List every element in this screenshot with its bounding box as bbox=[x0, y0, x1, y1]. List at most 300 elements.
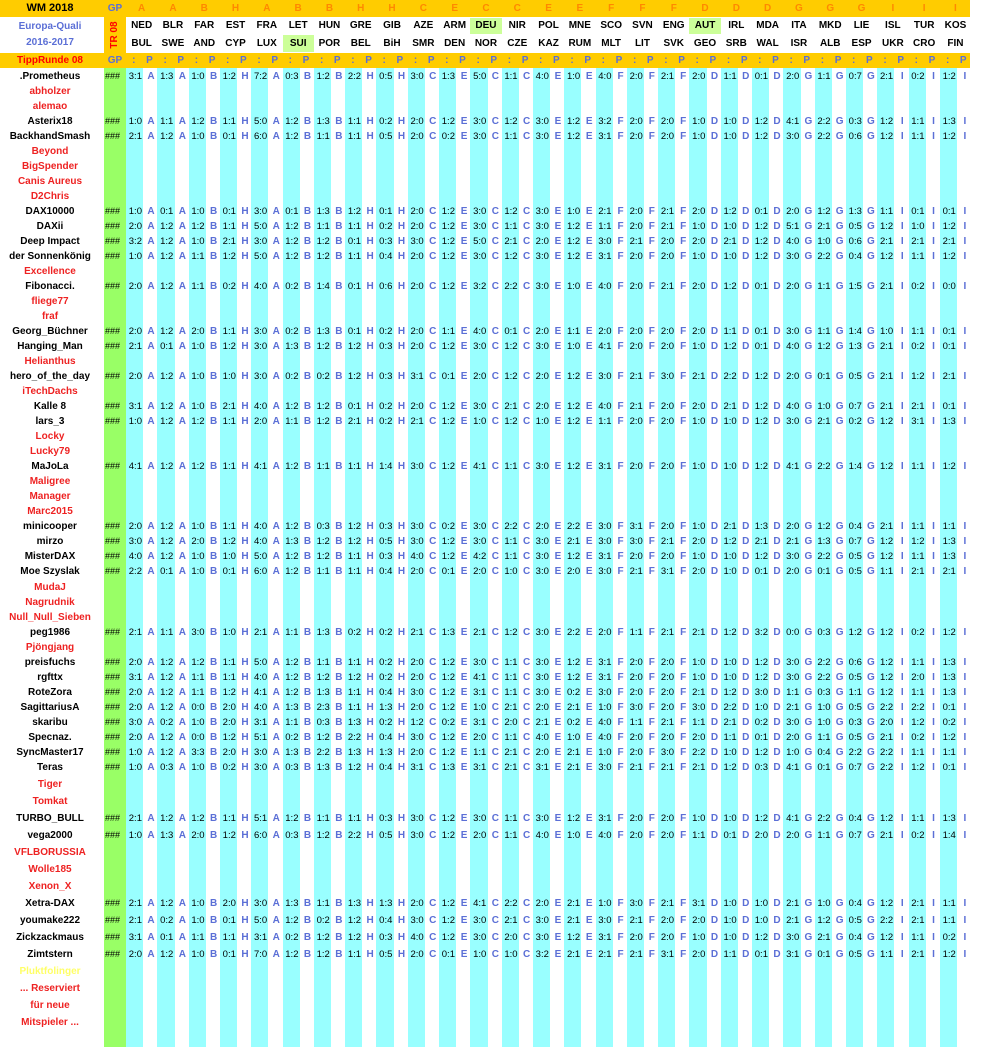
participant-name[interactable]: SagittariusA bbox=[20, 701, 80, 713]
tip-score: 1:1 bbox=[692, 830, 706, 841]
tip-score: 1:2 bbox=[441, 746, 455, 758]
tip-score: 1:1 bbox=[222, 416, 236, 428]
tip-score: 1:2 bbox=[723, 761, 737, 773]
participant-name[interactable]: minicooper bbox=[23, 521, 77, 533]
group-marker: B bbox=[303, 686, 312, 698]
participant-name[interactable]: rgfttx bbox=[37, 671, 63, 683]
participant-name[interactable]: .Prometheus bbox=[19, 70, 81, 82]
participant-name[interactable]: Pjöngjang bbox=[25, 641, 75, 653]
points-label: P bbox=[646, 55, 654, 66]
group-marker: B bbox=[210, 250, 218, 262]
group-marker: F bbox=[617, 205, 624, 217]
group-marker: G bbox=[867, 932, 875, 943]
tip-score: 1:0 bbox=[723, 461, 737, 473]
tip-score: 1:4 bbox=[848, 461, 862, 473]
participant-name[interactable]: Wolle185 bbox=[28, 864, 72, 875]
participant-name[interactable]: iTechDachs bbox=[22, 386, 78, 398]
group-marker: D bbox=[773, 746, 781, 758]
tip-score: 5:0 bbox=[253, 656, 268, 668]
tip-score: 2:0 bbox=[535, 521, 549, 533]
tip-score: 1:2 bbox=[754, 416, 768, 428]
group-marker: E bbox=[460, 70, 468, 82]
tip-score: 2:0 bbox=[504, 716, 518, 728]
tip-score: 4:0 bbox=[598, 280, 612, 292]
tip-score: 1:1 bbox=[942, 746, 956, 758]
participant-name[interactable]: Xetra-DAX bbox=[25, 898, 75, 909]
group-letter: H bbox=[388, 3, 396, 14]
tip-score: 1:2 bbox=[441, 813, 455, 824]
group-marker: F bbox=[680, 566, 687, 578]
tip-score: 3:3 bbox=[191, 746, 205, 758]
group-marker: H bbox=[241, 326, 249, 337]
tip-score: 7:2 bbox=[253, 70, 268, 82]
group-marker: A bbox=[147, 731, 155, 743]
group-letter: D bbox=[701, 3, 709, 14]
tip-score: 1:2 bbox=[817, 915, 831, 926]
tip-score: 1:2 bbox=[285, 130, 299, 142]
group-marker: E bbox=[460, 371, 468, 383]
tip-score: 1:3 bbox=[285, 701, 299, 713]
participant-name[interactable]: Asterix18 bbox=[27, 115, 73, 127]
group-marker: H bbox=[366, 280, 374, 292]
participant-name[interactable]: Kalle 8 bbox=[33, 401, 67, 413]
group-marker: H bbox=[241, 521, 249, 533]
group-marker: I bbox=[963, 521, 967, 533]
tip-score: 2:1 bbox=[629, 761, 643, 773]
group-marker: H bbox=[397, 205, 406, 217]
team-away: SWE bbox=[161, 38, 185, 49]
points-label: P bbox=[333, 55, 341, 66]
participant-name[interactable]: Locky bbox=[35, 431, 65, 443]
group-marker: F bbox=[617, 416, 624, 428]
group-marker: B bbox=[303, 536, 312, 548]
colon-marker: : bbox=[945, 55, 950, 66]
tip-score: 3:0 bbox=[473, 915, 487, 926]
tip-score: 2:0 bbox=[629, 746, 643, 758]
tip-score: 2:2 bbox=[879, 701, 894, 713]
group-marker: H bbox=[397, 731, 406, 743]
group-marker: B bbox=[335, 656, 343, 668]
group-marker: F bbox=[680, 220, 687, 232]
participant-name[interactable]: Fibonacci. bbox=[25, 280, 75, 292]
tip-score: 1:2 bbox=[285, 401, 299, 413]
tip-score: 2:0 bbox=[535, 371, 549, 383]
group-marker: A bbox=[178, 656, 186, 668]
tip-score: 4:0 bbox=[598, 830, 612, 841]
tip-score: 3:1 bbox=[660, 566, 675, 578]
group-marker: F bbox=[617, 235, 624, 247]
tip-score: 2:0 bbox=[191, 536, 205, 548]
tip-score: 1:3 bbox=[285, 536, 299, 548]
group-marker: H bbox=[241, 401, 249, 413]
group-marker: E bbox=[554, 326, 562, 337]
participant-name[interactable]: skaribu bbox=[32, 716, 68, 728]
tip-score: 1:2 bbox=[566, 461, 581, 473]
group-marker: C bbox=[429, 656, 437, 668]
participant-name[interactable]: D2Chris bbox=[30, 190, 70, 202]
participant-name[interactable]: VFLBORUSSIA bbox=[14, 847, 86, 858]
group-marker: G bbox=[835, 671, 844, 683]
participant-name[interactable]: mirzo bbox=[36, 536, 64, 548]
participant-name[interactable]: abholzer bbox=[29, 85, 71, 97]
group-marker: I bbox=[963, 371, 967, 383]
participant-name[interactable]: vega2000 bbox=[27, 830, 73, 841]
group-marker: I bbox=[932, 671, 935, 683]
group-marker: A bbox=[147, 235, 155, 247]
tip-score: 1:4 bbox=[848, 326, 862, 337]
tip-score: 1:0 bbox=[191, 949, 205, 960]
participant-name[interactable]: der Sonnenkönig bbox=[9, 250, 91, 262]
tip-score: 2:1 bbox=[723, 235, 737, 247]
group-marker: F bbox=[680, 115, 687, 127]
group-marker: I bbox=[932, 898, 935, 909]
group-marker: H bbox=[397, 671, 406, 683]
participant-name[interactable]: Beyond bbox=[31, 145, 69, 157]
group-marker: C bbox=[429, 326, 437, 337]
tip-score: 1:1 bbox=[817, 731, 831, 743]
tip-score: 0:1 bbox=[817, 566, 831, 578]
tip-score: 3:2 bbox=[535, 949, 549, 960]
group-marker: H bbox=[366, 536, 374, 548]
participant-name[interactable]: Zimtstern bbox=[27, 949, 73, 960]
tip-score: 2:2 bbox=[723, 371, 737, 383]
tip-score: 1:4 bbox=[316, 280, 330, 292]
participant-name[interactable]: Teras bbox=[37, 761, 63, 773]
group-marker: I bbox=[900, 521, 904, 533]
tip-score: 1:2 bbox=[160, 746, 174, 758]
tip-score: 2:0 bbox=[410, 205, 424, 217]
group-marker: E bbox=[460, 686, 468, 698]
tip-score: 3:0 bbox=[535, 205, 549, 217]
tip-score: 3:1 bbox=[598, 461, 612, 473]
group-marker: G bbox=[867, 235, 875, 247]
tip-score: 0:5 bbox=[379, 70, 393, 82]
team-home: DEU bbox=[470, 18, 501, 34]
tip-score: 1:3 bbox=[942, 115, 956, 127]
group-marker: A bbox=[272, 416, 280, 428]
tip-score: 1:2 bbox=[911, 716, 925, 728]
group-marker: C bbox=[429, 761, 437, 773]
group-marker: I bbox=[932, 716, 935, 728]
group-marker: C bbox=[429, 915, 437, 926]
gp-value: ### bbox=[105, 521, 121, 532]
group-marker: E bbox=[554, 371, 562, 383]
group-marker: F bbox=[617, 70, 624, 82]
group-marker: A bbox=[272, 701, 280, 713]
group-marker: E bbox=[460, 461, 468, 473]
participant-name[interactable]: fraf bbox=[41, 311, 59, 322]
tip-score: 0:2 bbox=[222, 761, 236, 773]
tip-score: 5:0 bbox=[253, 220, 268, 232]
group-marker: D bbox=[773, 915, 781, 926]
group-marker: H bbox=[366, 566, 374, 578]
points-label: P bbox=[709, 55, 717, 66]
tip-score: 2:1 bbox=[786, 898, 800, 909]
group-marker: H bbox=[366, 326, 374, 337]
group-marker: F bbox=[680, 521, 687, 533]
participant-name[interactable]: Null_Null_Sieben bbox=[9, 611, 91, 623]
tip-score: 2:1 bbox=[660, 220, 675, 232]
group-marker: B bbox=[335, 130, 343, 142]
tip-score: 5:0 bbox=[253, 115, 268, 127]
group-letter: G bbox=[826, 3, 835, 14]
participant-name[interactable]: Excellence bbox=[24, 265, 76, 277]
participant-name[interactable]: Tomkat bbox=[32, 796, 68, 807]
group-marker: G bbox=[835, 761, 844, 773]
participant-name[interactable]: MudaJ bbox=[34, 581, 66, 593]
tip-score: 1:2 bbox=[160, 416, 174, 428]
group-marker: I bbox=[900, 115, 904, 127]
group-marker: F bbox=[680, 830, 687, 841]
participant-name[interactable]: MaJoLa bbox=[31, 461, 69, 473]
group-marker: B bbox=[303, 813, 312, 824]
group-marker: I bbox=[932, 551, 935, 563]
tip-score: 2:0 bbox=[692, 566, 706, 578]
tip-score: 2:0 bbox=[535, 898, 549, 909]
tip-score: 2:0 bbox=[660, 686, 675, 698]
tip-score: 3:0 bbox=[410, 813, 424, 824]
group-marker: H bbox=[366, 686, 374, 698]
tip-score: 0:2 bbox=[285, 731, 299, 743]
group-marker: F bbox=[648, 932, 655, 943]
tip-score: 2:0 bbox=[911, 671, 925, 683]
tip-score: 0:1 bbox=[222, 915, 236, 926]
group-marker: F bbox=[617, 371, 624, 383]
group-marker: E bbox=[554, 461, 562, 473]
team-home: KOS bbox=[944, 20, 967, 31]
gp-value: ### bbox=[105, 371, 121, 382]
tip-score: 1:2 bbox=[316, 70, 330, 82]
group-marker: H bbox=[366, 250, 374, 262]
participant-name[interactable]: TURBO_BULL bbox=[16, 813, 84, 824]
tip-score: 2:0 bbox=[410, 115, 424, 127]
group-marker: A bbox=[178, 701, 186, 713]
group-marker: E bbox=[460, 341, 468, 352]
group-marker: C bbox=[491, 551, 499, 563]
participant-name[interactable]: Helianthus bbox=[24, 356, 76, 368]
participant-name[interactable]: BackhandSmash bbox=[9, 130, 91, 142]
tip-score: 1:0 bbox=[191, 70, 205, 82]
group-marker: B bbox=[210, 898, 218, 909]
team-away: MLT bbox=[601, 38, 622, 49]
tip-score: 0:2 bbox=[379, 401, 393, 413]
participant-name[interactable]: BigSpender bbox=[21, 160, 79, 172]
group-marker: E bbox=[554, 566, 562, 578]
group-marker: D bbox=[710, 401, 719, 413]
participant-name[interactable]: DAX10000 bbox=[25, 205, 75, 217]
gp-value: ### bbox=[105, 205, 121, 216]
group-marker: A bbox=[178, 461, 186, 473]
tip-score: 2:1 bbox=[128, 130, 142, 142]
tip-score: 1:2 bbox=[441, 536, 455, 548]
group-marker: I bbox=[932, 932, 935, 943]
group-marker: G bbox=[835, 746, 844, 758]
participant-name[interactable]: Georg_Büchner bbox=[12, 326, 88, 337]
group-marker: D bbox=[773, 898, 781, 909]
group-marker: F bbox=[617, 761, 624, 773]
team-away: DEN bbox=[444, 38, 466, 49]
group-marker: A bbox=[272, 949, 280, 960]
tip-score: 4:0 bbox=[786, 235, 800, 247]
participant-name[interactable]: Moe Szyslak bbox=[20, 566, 80, 578]
tip-score: 1:3 bbox=[441, 626, 455, 638]
tip-score: 0:3 bbox=[379, 551, 393, 563]
group-marker: D bbox=[710, 915, 719, 926]
tip-score: 1:2 bbox=[723, 536, 737, 548]
group-marker: G bbox=[867, 566, 875, 578]
group-marker: F bbox=[648, 701, 655, 713]
group-marker: D bbox=[773, 401, 781, 413]
participant-name[interactable]: lars_3 bbox=[35, 416, 65, 428]
tip-score: 1:2 bbox=[879, 416, 894, 428]
participant-name[interactable]: Tiger bbox=[37, 779, 63, 790]
group-marker: E bbox=[460, 326, 468, 337]
tip-score: 1:2 bbox=[566, 656, 581, 668]
tip-score: 1:1 bbox=[786, 686, 800, 698]
tip-score: 2:0 bbox=[629, 813, 643, 824]
tip-score: 1:1 bbox=[566, 326, 581, 337]
group-marker: I bbox=[932, 250, 935, 262]
participant-name[interactable]: Specnaz. bbox=[28, 731, 72, 743]
tip-score: 1:1 bbox=[598, 220, 612, 232]
tip-score: 0:0 bbox=[786, 626, 800, 638]
tip-score: 1:2 bbox=[222, 830, 236, 841]
group-marker: G bbox=[804, 536, 813, 548]
group-marker: B bbox=[210, 536, 218, 548]
gp-value: ### bbox=[105, 915, 121, 925]
group-marker: A bbox=[147, 70, 155, 82]
tip-score: 1:1 bbox=[911, 326, 925, 337]
group-marker: H bbox=[241, 566, 249, 578]
participant-name[interactable]: Zickzackmaus bbox=[16, 932, 84, 943]
tip-score: 3:2 bbox=[754, 626, 768, 638]
tip-score: 2:1 bbox=[566, 746, 581, 758]
participant-name[interactable]: Canis Aureus bbox=[17, 175, 83, 187]
tip-score: 2:1 bbox=[660, 716, 675, 728]
participant-name[interactable]: DAXii bbox=[36, 220, 64, 232]
tip-score: 0:5 bbox=[848, 671, 862, 683]
participant-name[interactable]: Marc2015 bbox=[27, 506, 73, 518]
tip-score: 2:0 bbox=[473, 566, 487, 578]
group-marker: B bbox=[335, 761, 343, 773]
group-marker: A bbox=[147, 898, 155, 909]
participant-name[interactable]: Nagrudnik bbox=[25, 596, 75, 608]
tip-score: 0:7 bbox=[848, 70, 862, 82]
tip-score: 0:3 bbox=[379, 235, 393, 247]
tip-score: 2:0 bbox=[660, 250, 675, 262]
tip-score: 2:2 bbox=[347, 731, 362, 743]
participant-name[interactable]: hero_of_the_day bbox=[9, 371, 91, 383]
group-marker: B bbox=[210, 932, 218, 943]
participant-name[interactable]: preisfuchs bbox=[24, 656, 76, 668]
group-marker: C bbox=[491, 813, 499, 824]
participant-name[interactable]: Manager bbox=[29, 491, 71, 503]
tip-score: 1:3 bbox=[942, 551, 956, 563]
tipprunde-vertical-label bbox=[104, 17, 126, 53]
tip-score: 1:1 bbox=[316, 898, 330, 909]
tip-score: 4:1 bbox=[253, 686, 268, 698]
group-marker: H bbox=[397, 761, 406, 773]
participant-name[interactable]: MisterDAX bbox=[24, 551, 76, 563]
participant-name[interactable]: RoteZora bbox=[28, 686, 72, 698]
group-marker: C bbox=[491, 932, 499, 943]
tip-score: 0:3 bbox=[379, 932, 393, 943]
group-marker: B bbox=[303, 235, 312, 247]
participant-name[interactable]: alemao bbox=[32, 100, 68, 112]
tip-score: 0:1 bbox=[347, 326, 362, 337]
tip-score: 2:2 bbox=[911, 701, 925, 713]
group-marker: D bbox=[710, 551, 719, 563]
group-marker: A bbox=[272, 830, 280, 841]
team-away: SVK bbox=[663, 38, 685, 49]
group-marker: F bbox=[680, 686, 687, 698]
tip-score: 3:0 bbox=[253, 898, 268, 909]
colon-marker: : bbox=[852, 55, 856, 66]
team-away: WAL bbox=[756, 38, 779, 49]
group-marker: F bbox=[680, 656, 687, 668]
group-marker: I bbox=[900, 761, 904, 773]
tip-score: 1:0 bbox=[692, 250, 706, 262]
group-marker: A bbox=[178, 521, 186, 533]
tip-score: 1:3 bbox=[160, 830, 174, 841]
participant-name[interactable]: Hanging_Man bbox=[17, 341, 83, 352]
colon-marker: : bbox=[507, 55, 512, 66]
participant-name[interactable]: Maligree bbox=[29, 476, 71, 488]
tip-score: 2:2 bbox=[817, 671, 831, 683]
tip-score: 1:0 bbox=[128, 250, 142, 262]
tip-score: 0:5 bbox=[848, 220, 862, 232]
group-marker: H bbox=[397, 915, 406, 926]
tip-score: 1:0 bbox=[504, 949, 518, 960]
group-marker: I bbox=[963, 686, 967, 698]
group-marker: C bbox=[491, 656, 499, 668]
participant-name[interactable]: Xenon_X bbox=[28, 881, 72, 892]
tip-score: 2:1 bbox=[566, 949, 581, 960]
tip-score: 0:1 bbox=[754, 205, 768, 217]
tip-score: 4:0 bbox=[786, 401, 800, 413]
group-marker: I bbox=[900, 205, 904, 217]
participant-name[interactable]: youmake222 bbox=[19, 915, 81, 926]
tip-score: 1:3 bbox=[347, 898, 362, 909]
tip-score: 0:1 bbox=[723, 830, 737, 841]
group-marker: C bbox=[491, 731, 499, 743]
tip-score: 1:1 bbox=[473, 746, 487, 758]
tip-score: 2:1 bbox=[222, 401, 236, 413]
participant-name[interactable]: Deep Impact bbox=[20, 235, 80, 247]
points-label: P bbox=[803, 55, 811, 66]
group-marker: F bbox=[680, 949, 687, 960]
group-marker: A bbox=[147, 932, 155, 943]
group-marker: E bbox=[585, 656, 593, 668]
tip-score: 3:0 bbox=[473, 401, 487, 413]
group-marker: B bbox=[210, 551, 218, 563]
tip-score: 2:1 bbox=[786, 701, 800, 713]
group-marker: G bbox=[835, 949, 844, 960]
tip-score: 1:1 bbox=[504, 671, 518, 683]
group-marker: A bbox=[178, 326, 186, 337]
participant-name[interactable]: Lucky79 bbox=[29, 446, 71, 458]
tip-score: 0:2 bbox=[911, 70, 925, 82]
group-letter: D bbox=[764, 3, 772, 14]
participant-name[interactable]: peg1986 bbox=[29, 626, 71, 638]
tip-score: 1:2 bbox=[817, 205, 831, 217]
participant-name[interactable]: SyncMaster17 bbox=[16, 746, 84, 758]
tip-score: 2:0 bbox=[410, 326, 424, 337]
tip-score: 1:0 bbox=[754, 898, 768, 909]
group-marker: A bbox=[178, 130, 186, 142]
group-marker: E bbox=[554, 701, 562, 713]
participant-name[interactable]: fliege77 bbox=[31, 295, 69, 307]
